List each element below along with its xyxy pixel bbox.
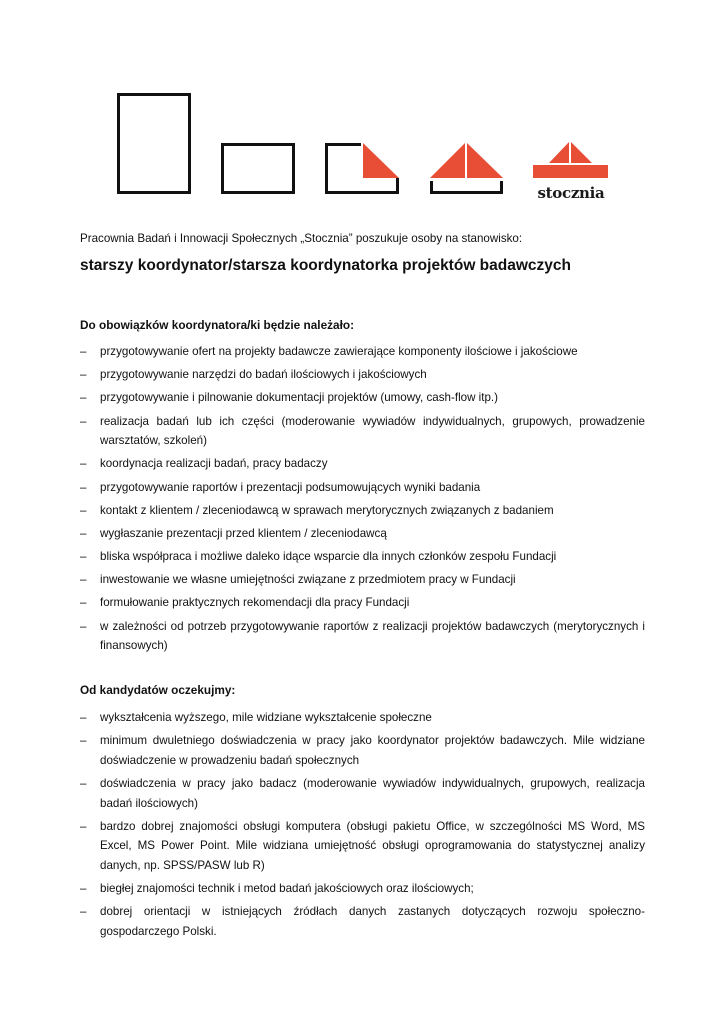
list-item-text: formułowanie praktycznych rekomendacji dla pracy Fundacji (100, 596, 410, 610)
list-item (80, 879, 645, 899)
list-item-text: przygotowywanie ofert na projekty badawcze zawierające komponenty ilościowe i jakościowe (100, 345, 578, 358)
list-item (80, 902, 645, 941)
list-item (80, 524, 645, 544)
list-item (80, 454, 645, 474)
logo-sail-left (430, 143, 465, 178)
bullet-dash: – (80, 573, 87, 587)
bullet-dash: – (80, 619, 87, 633)
logo-rect-wide (223, 145, 294, 193)
bullet-dash: – (80, 526, 87, 540)
list-item (80, 501, 645, 521)
list-item-text: realizacja badań lub ich części (moderowanie wywiadów indywidualnych, grupowych, prowadzenie warsztatów, szkoleń) (100, 414, 645, 448)
list-item-text: minimum dwuletniego doświadczenia w pracy jako koordynator projektów badawczych. Mile widziane doświadczenie w prowadzeniu badań społecznych (100, 734, 645, 767)
list-item (80, 774, 645, 813)
list-item (80, 617, 645, 656)
logo-rect-tall (119, 95, 190, 193)
list-item-text: przygotowywanie raportów i prezentacji podsumowujących wyniki badania (100, 480, 481, 494)
list-item (80, 570, 645, 590)
list-item (80, 547, 645, 567)
bullet-dash: – (80, 819, 87, 833)
bullet-dash: – (80, 734, 87, 748)
bullet-dash: – (80, 414, 87, 428)
list-item-text: bliska współpraca i możliwe daleko idące wsparcie dla innych członków zespołu Fundacji (100, 550, 557, 564)
list-item-text: inwestowanie we własne umiejętności związane z przedmiotem pracy w Fundacji (100, 573, 516, 587)
duties-list (80, 342, 645, 659)
list-item-text: wygłaszanie prezentacji przed klientem / zleceniodawcą (100, 526, 387, 540)
logo-small-sail-right (571, 142, 592, 163)
duties-heading: Do obowiązków koordynatora/ki będzie należało: (80, 318, 354, 332)
list-item (80, 365, 645, 385)
bullet-dash: – (80, 345, 87, 358)
bullet-dash: – (80, 457, 87, 471)
list-item-text: wykształcenia wyższego, mile widziane wykształcenie społeczne (100, 711, 432, 724)
requirements-list (80, 708, 645, 945)
list-item-text: w zależności od potrzeb przygotowywanie raportów z realizacji projektów badawczych (merytorycznych i finansowych) (100, 619, 645, 653)
list-item-text: przygotowywanie narzędzi do badań ilościowych i jakościowych (100, 368, 427, 382)
bullet-dash: – (80, 905, 87, 919)
bullet-dash: – (80, 776, 87, 790)
list-item-text: kontakt z klientem / zleceniodawcą w sprawach merytorycznych związanych z badaniem (100, 503, 554, 517)
list-item (80, 412, 645, 451)
list-item (80, 478, 645, 498)
logo-sail-right (467, 143, 503, 178)
requirements-heading: Od kandydatów oczekujmy: (80, 683, 236, 697)
list-item (80, 388, 645, 408)
bullet-dash: – (80, 391, 87, 405)
bullet-dash: – (80, 882, 87, 896)
intro-text: Pracownia Badań i Innowacji Społecznych „Stocznia” poszukuje osoby na stanowisko: (80, 232, 523, 245)
logo-bracket (432, 181, 502, 193)
logo-small-sail-left (549, 142, 569, 163)
list-item-text: biegłej znajomości technik i metod badań jakościowych oraz ilościowych; (100, 882, 474, 896)
list-item-text: dobrej orientacji w istniejących źródłach danych zastanych dotyczących rozwoju społeczno-gospodarczego Polski. (100, 905, 645, 938)
list-item (80, 342, 645, 362)
logo-triangle (363, 143, 399, 178)
stocznia-logo (0, 0, 724, 210)
bullet-dash: – (80, 596, 87, 610)
bullet-dash: – (80, 503, 87, 517)
logo-brand-text: stocznia (537, 184, 605, 202)
logo-hull (533, 165, 608, 178)
bullet-dash: – (80, 550, 87, 564)
list-item (80, 817, 645, 876)
list-item-text: przygotowywanie i pilnowanie dokumentacji projektów (umowy, cash-flow itp.) (100, 391, 499, 405)
bullet-dash: – (80, 480, 87, 494)
list-item (80, 708, 645, 728)
list-item-text: bardzo dobrej znajomości obsługi komputera (obsługi pakietu Office, w szczególności MS Word, MS Excel, MS Power Point. Mile widziana umiejętność obsługi oprogramowania do statystycznej analizy danych, np. SPSS/PASW lub R) (100, 819, 645, 872)
list-item-text: doświadczenia w pracy jako badacz (moderowanie wywiadów indywidualnych, grupowych, realizacja badań ilościowych) (100, 776, 645, 810)
bullet-dash: – (80, 368, 87, 382)
list-item (80, 593, 645, 613)
list-item-text: koordynacja realizacji badań, pracy badaczy (100, 457, 328, 471)
bullet-dash: – (80, 711, 87, 724)
job-title: starszy koordynator/starsza koordynatorka projektów badawczych (80, 257, 571, 274)
list-item (80, 731, 645, 770)
